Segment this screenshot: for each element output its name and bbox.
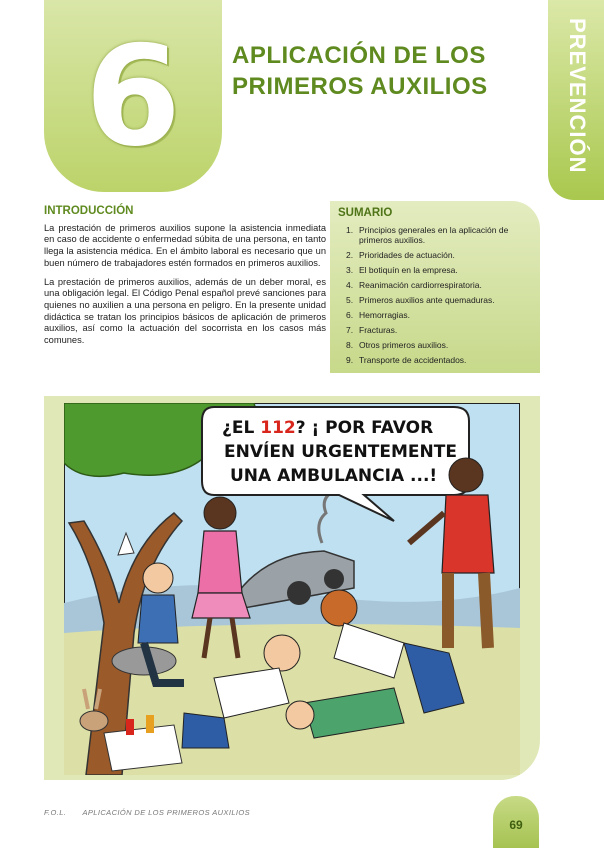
introduction-heading: INTRODUCCIÓN bbox=[44, 205, 134, 217]
bubble-line-3: UNA AMBULANCIA ...! bbox=[230, 466, 438, 486]
summary-item-text: Hemorragias. bbox=[359, 310, 411, 321]
summary-item-number: 6. bbox=[346, 310, 354, 321]
footer-course: F.O.L. bbox=[44, 808, 67, 817]
page-footer bbox=[44, 808, 264, 817]
first-aid-comic-illustration bbox=[64, 403, 520, 775]
footer-chapter: APLICACIÓN DE LOS PRIMEROS AUXILIOS bbox=[82, 808, 251, 817]
summary-item bbox=[346, 325, 532, 335]
summary-item-number: 5. bbox=[346, 295, 354, 306]
introduction-section bbox=[44, 206, 326, 354]
summary-item bbox=[346, 265, 532, 275]
summary-item-text: Prioridades de actuación. bbox=[359, 250, 455, 261]
summary-heading: SUMARIO bbox=[338, 207, 393, 219]
side-tab-label: PREVENCIÓN bbox=[565, 18, 590, 174]
chapter-number: 6 bbox=[84, 16, 182, 177]
title-line-1: APLICACIÓN DE LOS bbox=[232, 42, 486, 69]
summary-item bbox=[346, 280, 532, 290]
summary-item-text: Reanimación cardiorrespiratoria. bbox=[359, 280, 482, 291]
summary-item-text: Otros primeros auxilios. bbox=[359, 340, 449, 351]
chapter-tab bbox=[44, 0, 222, 192]
summary-item-text: Transporte de accidentados. bbox=[359, 355, 467, 366]
summary-item bbox=[346, 310, 532, 320]
summary-list bbox=[338, 225, 532, 366]
summary-item-number: 1. bbox=[346, 225, 354, 235]
summary-item bbox=[346, 355, 532, 365]
summary-item-text: Fracturas. bbox=[359, 325, 398, 336]
summary-item-number: 3. bbox=[346, 265, 354, 276]
bubble-line-1: ¿EL 112? ¡ POR FAVOR bbox=[222, 418, 434, 438]
title-line-2: PRIMEROS AUXILIOS bbox=[232, 73, 488, 100]
introduction-paragraph-2: La prestación de primeros auxilios, además de un deber moral, es una obligación legal. El Código Penal español prevé sanciones para quienes no auxilien a una persona en peligro. En la presente unidad didáctica se tratan los principios básicos de aplicación de primeros auxilios, así como la actuación del socorrista en los casos más comunes. bbox=[44, 276, 326, 346]
summary-item-text: Primeros auxilios ante quemaduras. bbox=[359, 295, 495, 306]
section-side-tab bbox=[548, 0, 604, 200]
summary-item-text: Principios generales en la aplicación de primeros auxilios. bbox=[359, 225, 509, 246]
introduction-paragraph-1: La prestación de primeros auxilios supone la asistencia inmediata en caso de accidente o enfermedad súbita de una persona, en tanto llega la asistencia médica. En el ámbito laboral es necesario que un buen número de trabajadores estén formados en primeros auxilios. bbox=[44, 222, 326, 268]
summary-box bbox=[330, 201, 540, 373]
page-number: 69 bbox=[509, 818, 523, 832]
summary-item-number: 4. bbox=[346, 280, 354, 291]
summary-item-number: 2. bbox=[346, 250, 354, 261]
summary-item bbox=[346, 250, 532, 260]
summary-item bbox=[346, 225, 532, 246]
page-number-tab bbox=[493, 796, 539, 848]
summary-item-number: 7. bbox=[346, 325, 354, 336]
summary-item bbox=[346, 295, 532, 305]
summary-item-number: 9. bbox=[346, 355, 354, 366]
page-title bbox=[232, 40, 532, 102]
bubble-line-2: ENVÍEN URGENTEMENTE bbox=[224, 442, 457, 462]
summary-item-text: El botiquín en la empresa. bbox=[359, 265, 458, 276]
summary-item-number: 8. bbox=[346, 340, 354, 351]
summary-item bbox=[346, 340, 532, 350]
